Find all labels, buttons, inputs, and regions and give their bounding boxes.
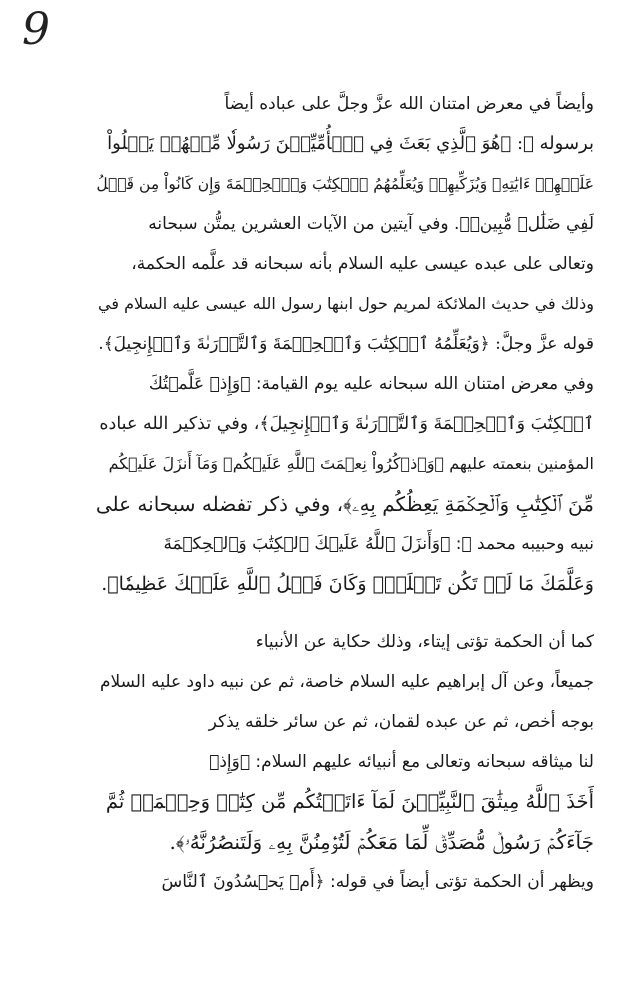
text-line: ٱلۡكِتَٰبَ وَٱلۡحِكۡمَةَ وَٱلتَّوۡرَىٰةَ وَٱلۡإِنجِيلَ﴾، وفي تذكير الله عباده: [99, 414, 594, 434]
text-line: وفي معرض امتنان الله سبحانه عليه يوم القيامة: ﴿وَإِذۡ عَلَّمۡتُكَ: [148, 374, 594, 394]
text-line: قوله عزَّ وجلَّ: ﴿وَيُعَلِّمُهُ ٱلۡكِتَٰبَ وَٱلۡحِكۡمَةَ وَٱلتَّوۡرَىٰةَ وَٱلۡإِنجِيلَ﴾.: [98, 334, 594, 354]
paragraph: [96, 622, 594, 902]
paragraph-gap: [96, 604, 594, 622]
text-line: كما أن الحكمة تؤتى إيتاء، وذلك حكاية عن الأنبياء: [255, 632, 594, 652]
text-line: وتعالى على عبده عيسى عليه السلام بأنه سبحانه قد علَّمه الحكمة،: [131, 254, 594, 274]
text-line: جَآءَكُمۡ رَسُولٞ مُّصَدِّقٞ لِّمَا مَعَكُمۡ لَتُؤۡمِنُنَّ بِهِۦ وَلَتَنصُرُنَّهُۥ﴾.: [169, 830, 594, 854]
text-line: جميعاً، وعن آل إبراهيم عليه السلام خاصة، ثم عن نبيه داود عليه السلام: [99, 672, 594, 692]
text-line: أَخَذَ ٱللَّهُ مِيثَٰقَ ٱلنَّبِيِّـۧنَ لَمَآ ءَاتَيۡتُكُم مِّن كِتَٰبٖ وَحِكۡمَةٖ ثُمَّ: [105, 790, 594, 813]
paragraph: [96, 84, 594, 604]
text-line: لنا ميثاقه سبحانه وتعالى مع أنبيائه عليهم السلام: ﴿وَإِذۡ: [209, 752, 594, 772]
text-line: ويظهر أن الحكمة تؤتى أيضاً في قوله: ﴿أَمۡ يَحۡسُدُونَ ٱلنَّاسَ: [161, 872, 594, 892]
text-line: بوجه أخص، ثم عن عبده لقمان، ثم عن سائر خلقه يذكر: [208, 712, 594, 732]
text-line: لَفِي ضَلَٰلٖ مُّبِينٖ﴾. وفي آيتين من الآيات العشرين يمتُّن سبحانه: [148, 214, 594, 234]
body-text: [96, 84, 594, 902]
text-line: برسوله ﷺ: ﴿هُوَ ٱلَّذِي بَعَثَ فِي ٱلۡأُمِّيِّـۧنَ رَسُولٗا مِّنۡهُمۡ يَتۡلُواْ: [107, 133, 594, 154]
text-line: وذلك في حديث الملائكة لمريم حول ابنها رسول الله عيسى عليه السلام في: [98, 294, 594, 313]
text-line: وأيضاً في معرض امتنان الله عزَّ وجلَّ على عباده أيضاً: [224, 94, 594, 114]
page-number: 9: [22, 4, 50, 55]
text-line: نبيه وحبيبه محمد ﷺ: ﴿وَأَنزَلَ ٱللَّهُ عَلَيۡكَ ٱلۡكِتَٰبَ وَٱلۡحِكۡمَةَ: [163, 534, 594, 554]
text-line: عَلَيۡهِمۡ ءَايَٰتِهِۦ وَيُزَكِّيهِمۡ وَيُعَلِّمُهُمُ ٱلۡكِتَٰبَ وَٱلۡحِكۡمَةَ وَإِن كَانُواْ مِن قَبۡلُ: [96, 175, 594, 193]
text-line: المؤمنين بنعمته عليهم ﴿وَٱذۡكُرُواْ نِعۡمَتَ ٱللَّهِ عَلَيۡكُمۡ وَمَآ أَنزَلَ عَلَيۡكُم: [108, 454, 594, 473]
text-line: وَعَلَّمَكَ مَا لَمۡ تَكُن تَعۡلَمُۚ وَكَانَ فَضۡلُ ٱللَّهِ عَلَيۡكَ عَظِيمٗا﴾.: [101, 573, 594, 595]
text-line: مِّنَ ٱلۡكِتَٰبِ وَٱلۡحِكۡمَةِ يَعِظُكُم بِهِۦ﴾، وفي ذكر تفضله سبحانه على: [96, 492, 594, 516]
